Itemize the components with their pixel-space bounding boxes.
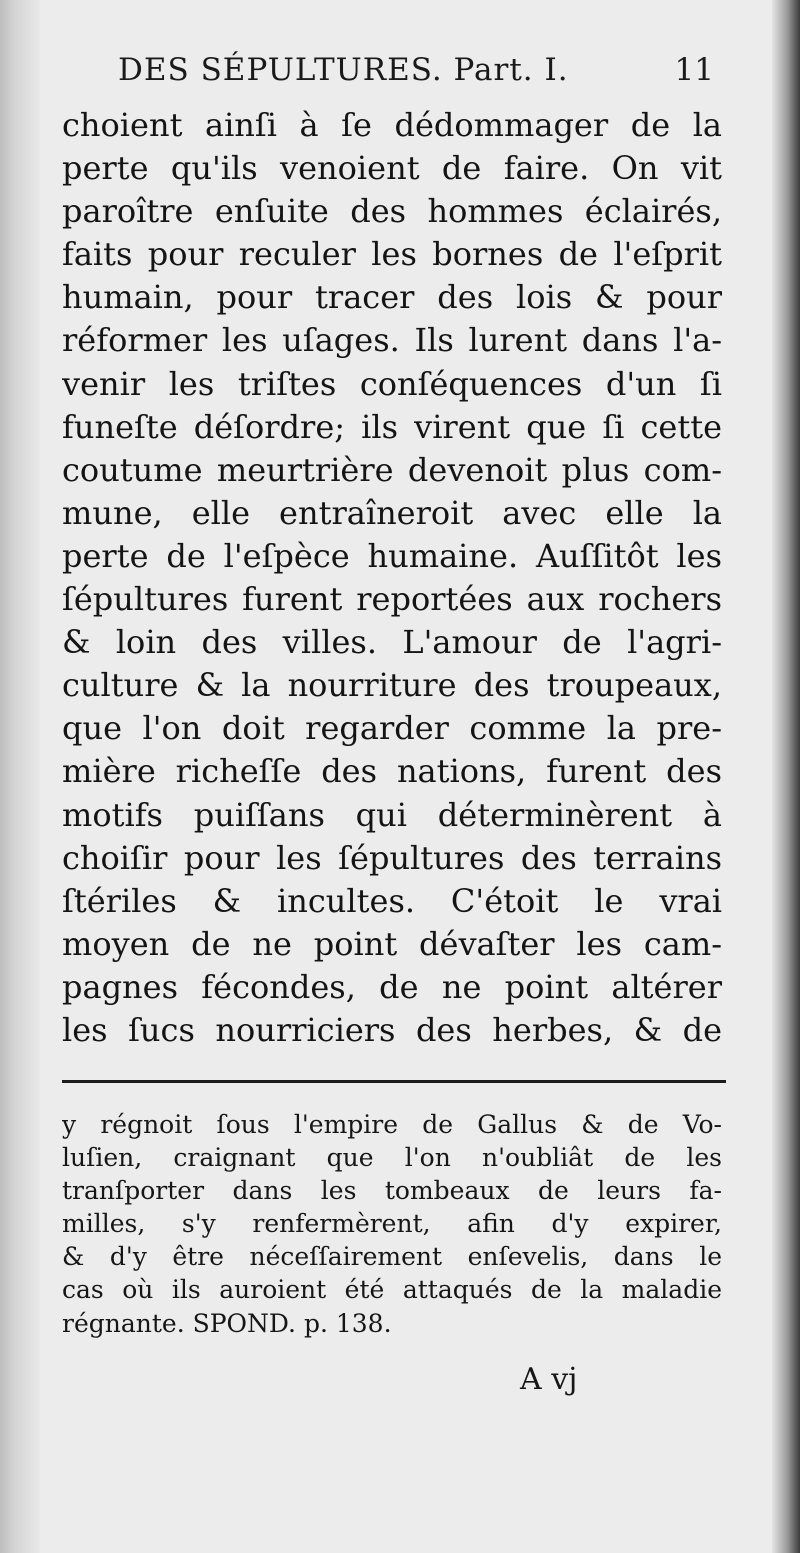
- body-line: pagnes fécondes, de ne point altérer: [62, 967, 722, 1006]
- page-edge-shadow: [772, 0, 800, 1553]
- body-line: réformer les uſages. Ils lurent dans l'a-: [62, 321, 722, 360]
- body-line: les ſucs nourriciers des herbes, & de: [62, 1010, 722, 1049]
- body-line: perte de l'eſpèce humaine. Auſſitôt les: [62, 536, 722, 575]
- footnote-line: cas où ils auroient été attaqués de la maladie: [62, 1275, 722, 1305]
- footnote-line: y régnoit ſous l'empire de Gallus & de Vo-: [62, 1110, 722, 1139]
- running-head: [118, 52, 718, 100]
- body-line: choient ainſi à ſe dédommager de la: [62, 106, 722, 144]
- body-line: mière richeſſe des nations, furent des: [62, 752, 722, 791]
- body-text: [62, 104, 722, 1052]
- body-line: choiſir pour les ſépultures des terrains: [62, 838, 722, 877]
- body-line: ſépultures furent reportées aux rochers: [62, 580, 722, 619]
- footnote-line: & d'y être néceſſairement enſevelis, dans le: [62, 1242, 722, 1272]
- body-line: funeſte déſordre; ils virent que ſi cette: [62, 407, 722, 446]
- body-line: venir les triſtes conſéquences d'un ſi: [62, 364, 722, 403]
- footnote-line: milles, s'y renfermèrent, afin d'y expirer,: [62, 1209, 722, 1239]
- body-line: mune, elle entraîneroit avec elle la: [62, 493, 722, 532]
- body-line: humain, pour tracer des lois & pour: [62, 278, 722, 317]
- body-line: & loin des villes. L'amour de l'agri-: [62, 623, 722, 662]
- signature-mark: A vj: [520, 1362, 578, 1397]
- body-line: ſtériles & incultes. C'étoit le vrai: [62, 881, 722, 920]
- body-line: perte qu'ils venoient de faire. On vit: [62, 149, 722, 188]
- page-number: 11: [674, 52, 714, 88]
- footnote-rule: [62, 1080, 726, 1083]
- body-line: faits pour reculer les bornes de l'eſprit: [62, 235, 722, 274]
- page-gutter-shadow: [0, 0, 40, 1553]
- body-line: motifs puiſſans qui déterminèrent à: [62, 795, 722, 834]
- body-line: moyen de ne point dévaſter les cam-: [62, 924, 722, 963]
- running-head-title: DES SÉPULTURES. Part. I.: [118, 52, 569, 88]
- footnote-line: tranſporter dans les tombeaux de leurs fa-: [62, 1176, 722, 1206]
- footnote: [62, 1108, 722, 1340]
- body-line: que l'on doit regarder comme la pre-: [62, 709, 722, 748]
- footnote-line: régnante. SPOND. p. 138.: [62, 1308, 392, 1338]
- body-line: paroître enſuite des hommes éclairés,: [62, 192, 722, 231]
- body-line: culture & la nourriture des troupeaux,: [62, 666, 722, 705]
- footnote-line: luſien, craignant que l'on n'oubliât de les: [62, 1143, 722, 1173]
- body-line: coutume meurtrière devenoit plus com-: [62, 450, 722, 489]
